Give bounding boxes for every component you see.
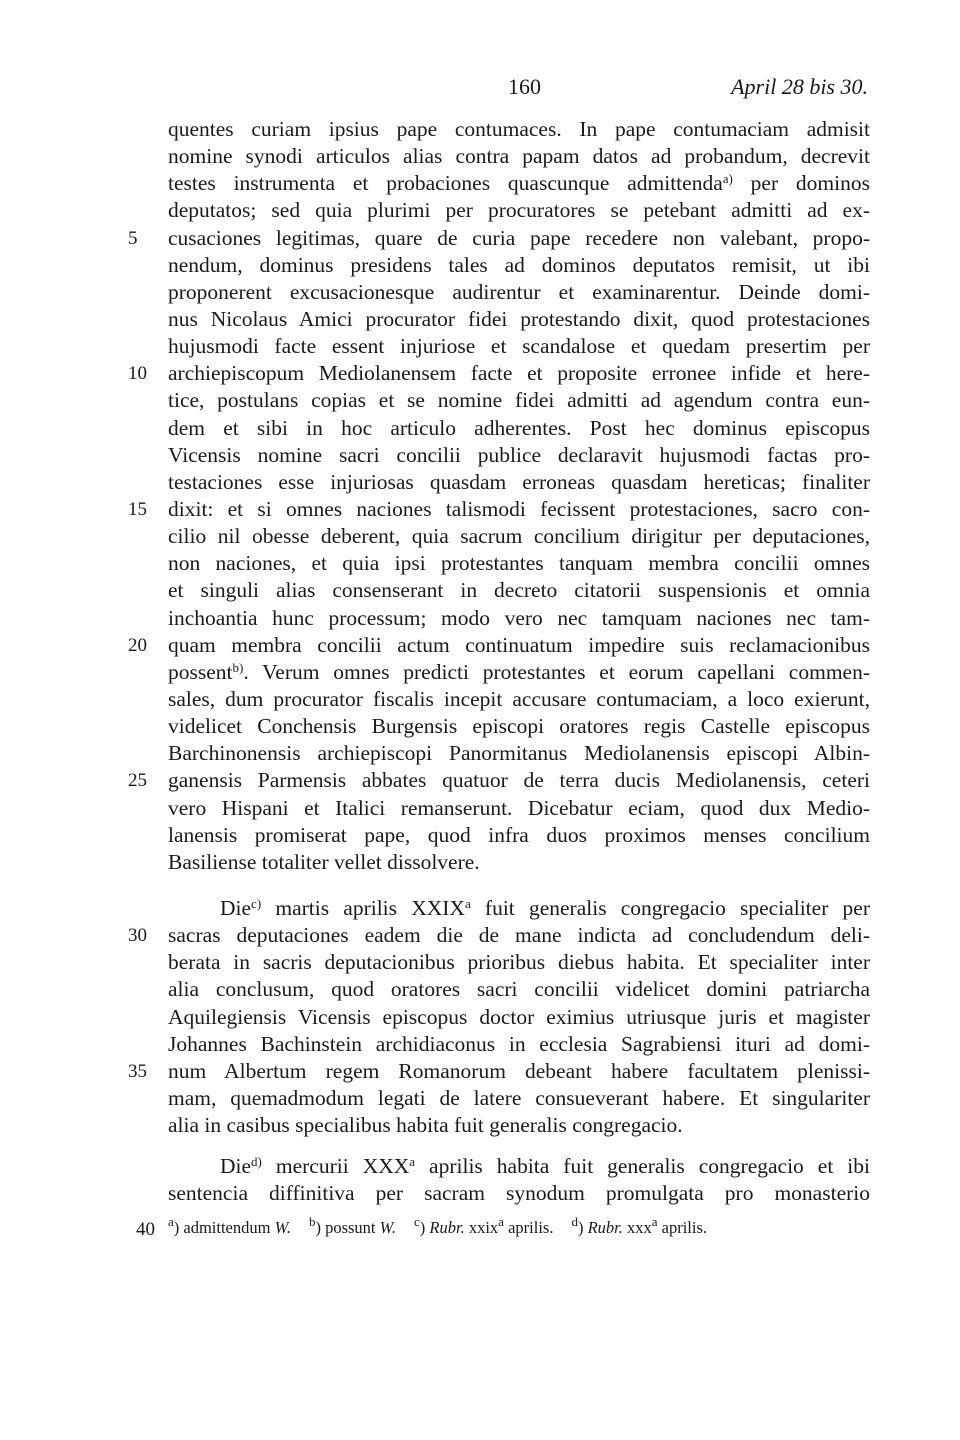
text-run: testes instrumenta et probaciones quascunque admittenda (168, 171, 723, 196)
text-line (128, 360, 870, 387)
text-line (168, 415, 870, 442)
line-text: lanensis promiserat pape, quod infra duos proximos menses concilium (168, 822, 870, 847)
footnotes (136, 1214, 870, 1240)
text-line (168, 713, 870, 740)
line-text: nomine synodi articulos alias contra papam datos ad probandum, decrevit (168, 144, 870, 169)
line-number: 25 (128, 770, 147, 792)
line-text: sacras deputaciones eadem die de mane indicta ad concludendum deli- (168, 923, 870, 948)
line-number: 5 (128, 227, 138, 249)
footnote-mark: d (571, 1214, 578, 1229)
text-line (168, 795, 870, 822)
text-line (168, 306, 870, 333)
line-number: 10 (128, 363, 147, 385)
paragraph (128, 116, 870, 876)
line-text: Barchinonensis archiepiscopi Panormitanus Mediolanensis episcopi Albin- (168, 741, 870, 766)
superscript-mark: c) (251, 895, 262, 911)
text-line (168, 1085, 870, 1112)
text-line (168, 143, 870, 170)
text-line (168, 577, 870, 604)
text-line (128, 1058, 870, 1085)
page-number: 160 (508, 74, 541, 99)
text-line (168, 523, 870, 550)
paragraph (128, 895, 870, 1139)
line-text: dem et sibi in hoc articulo adherentes. Post hec dominus episcopus (168, 415, 870, 440)
italic-run: W. (274, 1218, 291, 1237)
running-title: April 28 bis 30. (731, 74, 868, 99)
text-line (128, 767, 870, 794)
line-text: nus Nicolaus Amici procurator fidei protestando dixit, quod protestaciones (168, 306, 870, 331)
superscript-mark: b) (232, 659, 244, 675)
text-line (168, 1180, 870, 1207)
text-line (168, 976, 870, 1003)
footnote (168, 1214, 291, 1237)
text-line (168, 1153, 870, 1180)
text-run: xxix (464, 1218, 499, 1237)
line-text: berata in sacris deputacionibus prioribus diebus habita. Et specialiter inter (168, 950, 870, 975)
text-run: ) (577, 1218, 588, 1237)
line-text: cilio nil obesse deberent, quia sacrum concilium dirigitur per deputaciones, (168, 524, 870, 549)
line-text: vero Hispani et Italici remanserunt. Dicebatur eciam, quod dux Medio- (168, 795, 870, 820)
text-run: xxx (622, 1218, 652, 1237)
footnote-mark: c (414, 1214, 420, 1229)
text-line (168, 333, 870, 360)
text-run: Die (220, 895, 252, 920)
text-line (128, 632, 870, 659)
footnote (571, 1214, 708, 1237)
italic-run: W. (379, 1218, 396, 1237)
text-line (168, 469, 870, 496)
line-text: Vicensis nomine sacri concilii publice declaravit hujusmodi factas pro- (168, 442, 870, 467)
line-text: testaciones esse injuriosas quasdam erroneas quasdam hereticas; finaliter (168, 469, 870, 494)
text-line (128, 225, 870, 252)
line-number: 15 (128, 498, 147, 520)
italic-run: Rubr. (587, 1218, 623, 1237)
text-line (168, 197, 870, 224)
italic-run: Rubr. (429, 1218, 465, 1237)
superscript-mark: a) (722, 171, 733, 187)
text-line (168, 949, 870, 976)
text-run: mercurii XXX (261, 1154, 410, 1179)
line-number: 35 (128, 1060, 147, 1082)
line-text: tice, postulans copias et se nomine fidei admitti ad agendum contra eun- (168, 388, 870, 413)
line-text: deputatos; sed quia plurimi per procuratores se petebant admitti ad ex- (168, 198, 870, 223)
text-line (168, 822, 870, 849)
text-run: aprilis habita fuit generalis congregacio et ibi (415, 1154, 870, 1179)
text-line (168, 895, 870, 922)
line-text: dixit: et si omnes naciones talismodi fecissent protestaciones, sacro con- (168, 496, 870, 521)
line-text: cusaciones legitimas, quare de curia pape recedere non valebant, propo- (168, 225, 870, 250)
line-text: Aquilegiensis Vicensis episcopus doctor eximius utriusque juris et magister (168, 1004, 870, 1029)
superscript-mark: a (464, 895, 471, 911)
line-text: archiepiscopum Mediolanensem facte et proposite erronee infide et here- (168, 361, 870, 386)
line-text: alia in casibus specialibus habita fuit generalis congregacio. (168, 1113, 683, 1138)
line-text: videlicet Conchensis Burgensis episcopi oratores regis Castelle episcopus (168, 714, 870, 739)
text-line (168, 279, 870, 306)
line-text: num Albertum regem Romanorum debeant habere facultatem plenissi- (168, 1058, 870, 1083)
footnote (414, 1214, 554, 1237)
line-text: ganensis Parmensis abbates quatuor de terra ducis Mediolanensis, ceteri (168, 768, 870, 793)
superscript-mark: d) (251, 1154, 262, 1170)
text-line (168, 170, 870, 197)
line-text: hujusmodi facte essent injuriose et scandalose et quedam presertim per (168, 334, 870, 359)
superscript-mark: a (409, 1154, 416, 1170)
text-run: . Verum omnes predicti protestantes et eorum capellani commen- (243, 659, 870, 684)
line-text: Johannes Bachinstein archidiaconus in ecclesia Sagrabiensi ituri ad domi- (168, 1031, 870, 1056)
text-run: Die (220, 1154, 252, 1179)
line-text: Basiliense totaliter vellet dissolvere. (168, 849, 480, 874)
line-text: inchoantia hunc processum; modo vero nec tamquam naciones nec tam- (168, 605, 870, 630)
text-line (168, 442, 870, 469)
line-text: quentes curiam ipsius pape contumaces. In pape contumaciam admisit (168, 117, 870, 141)
text-line (168, 1031, 870, 1058)
text-line (168, 550, 870, 577)
text-run: ) possunt (315, 1218, 380, 1237)
text-line (168, 252, 870, 279)
line-text: sentencia diffinitiva per sacram synodum promulgata pro monasterio (168, 1181, 870, 1206)
text-line (168, 387, 870, 414)
footnote-mark: a (168, 1214, 174, 1229)
text-line (168, 605, 870, 632)
text-run: fuit generalis congregacio specialiter per (470, 895, 870, 920)
line-text: et singuli alias consenserant in decreto citatorii suspensionis et omnia (168, 578, 870, 603)
running-head (168, 74, 868, 104)
superscript-mark: a (498, 1214, 504, 1229)
text-line (168, 849, 870, 876)
text-run: martis aprilis XXIX (261, 895, 465, 920)
main-text (128, 116, 870, 1207)
line-text: nendum, dominus presidens tales ad dominos deputatos remisit, ut ibi (168, 252, 870, 277)
text-run: ) admittendum (173, 1218, 275, 1237)
text-line (168, 659, 870, 686)
text-line (168, 686, 870, 713)
line-number: 40 (136, 1219, 155, 1240)
line-number: 20 (128, 634, 147, 656)
text-line (128, 922, 870, 949)
line-text: proponerent excusacionesque audirentur et examinarentur. Deinde domi- (168, 279, 870, 304)
text-line (168, 1112, 870, 1139)
line-text: mam, quemadmodum legati de latere consueverant habere. Et singulariter (168, 1085, 870, 1110)
text-line (168, 116, 870, 143)
line-number: 30 (128, 925, 147, 947)
line-text: sales, dum procurator fiscalis incepit accusare contumaciam, a loco exierunt, (168, 686, 870, 711)
text-run: ) (419, 1218, 430, 1237)
text-run: possent (168, 659, 233, 684)
superscript-mark: a (651, 1214, 658, 1229)
text-run: aprilis. (657, 1218, 708, 1237)
footnote-mark: b (308, 1214, 316, 1229)
line-text: quam membra concilii actum continuatum impedire suis reclamacionibus (168, 632, 870, 657)
text-run: aprilis. (503, 1218, 554, 1237)
text-line (168, 1004, 870, 1031)
line-text: alia conclusum, quod oratores sacri concilii videlicet domini patriarcha (168, 977, 870, 1002)
paragraph (168, 1153, 870, 1207)
text-line (128, 496, 870, 523)
footnote (308, 1214, 396, 1237)
text-line (168, 740, 870, 767)
text-run: per dominos (732, 171, 870, 196)
line-text: non naciones, et quia ipsi protestantes tanquam membra concilii omnes (168, 551, 870, 576)
